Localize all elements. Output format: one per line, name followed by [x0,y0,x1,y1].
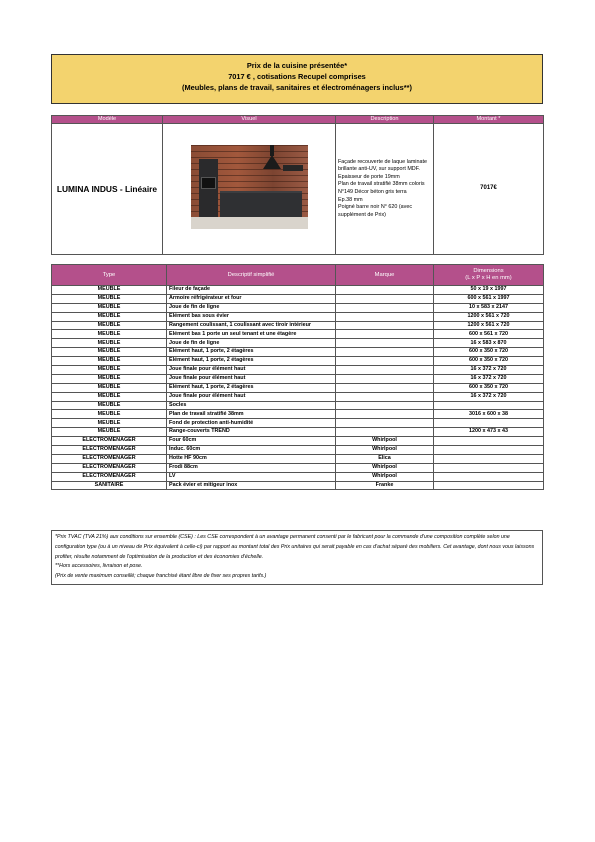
row-dimensions [434,401,544,410]
row-dimensions: 1200 x 561 x 720 [434,321,544,330]
items-table [51,264,544,490]
table-row [52,366,544,375]
row-dimensions [434,454,544,463]
header-brand: Marque [336,265,434,286]
table-row [52,419,544,428]
row-brand [336,339,434,348]
row-description: Plan de travail stratifié 38mm [167,410,336,419]
table-row [52,294,544,303]
table-row [52,312,544,321]
description-line: Epaisseur de porte 19mm [338,173,400,180]
header-visual: Visuel [163,116,336,124]
row-dimensions: 16 x 583 x 870 [434,339,544,348]
row-brand [336,294,434,303]
footnote-exclusions: **Hors accessoires, livraison et pose. [55,563,143,570]
model-table-header [52,116,544,124]
row-type: MEUBLE [52,428,167,437]
footnote [51,530,543,585]
row-description: Elément haut, 1 porte, 2 étagères [167,348,336,357]
row-description: LV [167,472,336,481]
price-banner [51,54,543,104]
row-brand [336,366,434,375]
table-row [52,446,544,455]
row-description: Hotte HF 90cm [167,454,336,463]
row-brand [336,321,434,330]
row-type: MEUBLE [52,294,167,303]
row-type: MEUBLE [52,330,167,339]
row-description: Fond de protection anti-humidité [167,419,336,428]
table-row [52,383,544,392]
row-dimensions [434,463,544,472]
description-line: Plan de travail stratifié 38mm coloris N°149 Décor béton gris terra [338,181,425,195]
table-row [52,472,544,481]
row-type: MEUBLE [52,374,167,383]
table-row [52,401,544,410]
row-brand [336,312,434,321]
row-type: ELECTROMENAGER [52,446,167,455]
header-dimensions [434,265,544,286]
row-dimensions [434,481,544,490]
header-type: Type [52,265,167,286]
table-row [52,481,544,490]
row-description: Armoire réfrigérateur et four [167,294,336,303]
visual-cell [163,124,336,255]
table-row [52,357,544,366]
header-amount: Montant * [434,116,544,124]
row-brand [336,357,434,366]
row-dimensions: 50 x 19 x 1997 [434,286,544,295]
row-brand [336,428,434,437]
table-row [52,374,544,383]
row-type: MEUBLE [52,401,167,410]
row-dimensions: 1200 x 473 x 43 [434,428,544,437]
row-description: Elément bas 1 porte un seul tenant et une étagère [167,330,336,339]
row-description: Four 60cm [167,437,336,446]
row-type: MEUBLE [52,348,167,357]
row-description: Socles [167,401,336,410]
row-description: Joue finale pour élément haut [167,392,336,401]
row-dimensions: 3016 x 600 x 38 [434,410,544,419]
row-brand [336,419,434,428]
row-type: ELECTROMENAGER [52,472,167,481]
row-description: Joue de fin de ligne [167,339,336,348]
row-description: Elément haut, 1 porte, 2 étagères [167,357,336,366]
table-row [52,321,544,330]
row-brand [336,303,434,312]
header-desc: Descriptif simplifié [167,265,336,286]
row-brand [336,401,434,410]
header-dim-unit: (L x P x H en mm) [465,275,512,281]
row-description: Elément bas sous évier [167,312,336,321]
row-description: Joue de fin de ligne [167,303,336,312]
row-type: SANITAIRE [52,481,167,490]
row-type: MEUBLE [52,357,167,366]
row-type: MEUBLE [52,366,167,375]
row-description: Rangement coulissant, 1 coulissant avec tiroir intérieur [167,321,336,330]
footnote-cse: *Prix TVAC (TVA 21%) aux conditions sur ensemble (CSE) : Les CSE correspondent à un avantage permanent consenti par le fabricant pour la commande d'une composition complète selon une configuration type (ou à un niveau de Prix équivalent à celle-ci) par rapport au montant total des Prix unitaires qui serait payable en cas d'achat séparé des mobiliers. Cet avantage, dont nous vous laissons profiter, résulte notamment de l'optimisation de la production et des économies d'échelle. [55,534,535,560]
row-type: MEUBLE [52,339,167,348]
row-brand [336,410,434,419]
row-description: Range-couverts TREND [167,428,336,437]
row-dimensions: 600 x 350 x 720 [434,383,544,392]
row-brand [336,348,434,357]
row-dimensions: 16 x 372 x 720 [434,392,544,401]
model-description [336,124,434,255]
row-dimensions: 600 x 350 x 720 [434,357,544,366]
model-name: LUMINA INDUS - Linéaire [52,124,163,255]
table-row [52,392,544,401]
row-description: Pack évier et mitigeur inox [167,481,336,490]
row-brand: Whirlpool [336,472,434,481]
table-row [52,330,544,339]
row-type: MEUBLE [52,410,167,419]
row-type: MEUBLE [52,286,167,295]
banner-includes: (Meubles, plans de travail, sanitaires et électroménagers inclus**) [181,83,413,92]
row-dimensions: 600 x 350 x 720 [434,348,544,357]
row-type: ELECTROMENAGER [52,454,167,463]
table-row [52,437,544,446]
table-row [52,348,544,357]
row-dimensions: 600 x 561 x 1997 [434,294,544,303]
description-line: Façade recouverte de laque laminate brillante anti-UV, sur support MDF. [338,158,428,173]
row-description: Joue finale pour élément haut [167,366,336,375]
row-dimensions: 16 x 372 x 720 [434,366,544,375]
row-brand [336,392,434,401]
row-dimensions: 1200 x 561 x 720 [434,312,544,321]
row-type: MEUBLE [52,383,167,392]
description-line: Ep.38 mm [338,196,363,203]
kitchen-photo [191,145,308,229]
table-row [52,454,544,463]
row-dimensions [434,419,544,428]
row-dimensions [434,437,544,446]
row-brand: Whirlpool [336,446,434,455]
model-row [52,124,544,255]
row-description: Induc. 60cm [167,446,336,455]
row-type: MEUBLE [52,321,167,330]
header-description: Description [336,116,434,124]
row-brand: Whirlpool [336,463,434,472]
table-row [52,463,544,472]
table-row [52,428,544,437]
model-table [51,115,544,255]
items-table-header [52,265,544,286]
footnote-price-note: (Prix de vente maximum conseillé; chaque franchisé étant libre de fixer ses propres tarifs.) [55,573,267,580]
row-dimensions [434,472,544,481]
row-type: MEUBLE [52,419,167,428]
model-amount: 7017€ [434,124,544,255]
table-row [52,286,544,295]
row-dimensions: 600 x 561 x 720 [434,330,544,339]
table-row [52,303,544,312]
row-description: Elément haut, 1 porte, 2 étagères [167,383,336,392]
row-dimensions: 16 x 372 x 720 [434,374,544,383]
description-line: Poigné barre noir N° 620 (avec supplément de Prix) [338,204,413,218]
row-brand: Whirlpool [336,437,434,446]
row-type: ELECTROMENAGER [52,463,167,472]
row-dimensions: 10 x 583 x 2147 [434,303,544,312]
banner-price: 7017 € , cotisations Recupel comprises [228,72,366,81]
row-brand [336,330,434,339]
row-brand: Franke [336,481,434,490]
header-model: Modèle [52,116,163,124]
row-description: Joue finale pour élément haut [167,374,336,383]
table-row [52,410,544,419]
row-dimensions [434,446,544,455]
row-brand [336,286,434,295]
items-body [52,286,544,490]
banner-title: Prix de la cuisine présentée* [246,61,348,70]
row-brand [336,383,434,392]
row-type: MEUBLE [52,303,167,312]
header-dim-title: Dimensions [473,268,504,274]
row-type: MEUBLE [52,392,167,401]
row-brand [336,374,434,383]
row-description: Fileur de façade [167,286,336,295]
table-row [52,339,544,348]
row-description: Frodi 88cm [167,463,336,472]
row-type: ELECTROMENAGER [52,437,167,446]
row-brand: Elica [336,454,434,463]
row-type: MEUBLE [52,312,167,321]
